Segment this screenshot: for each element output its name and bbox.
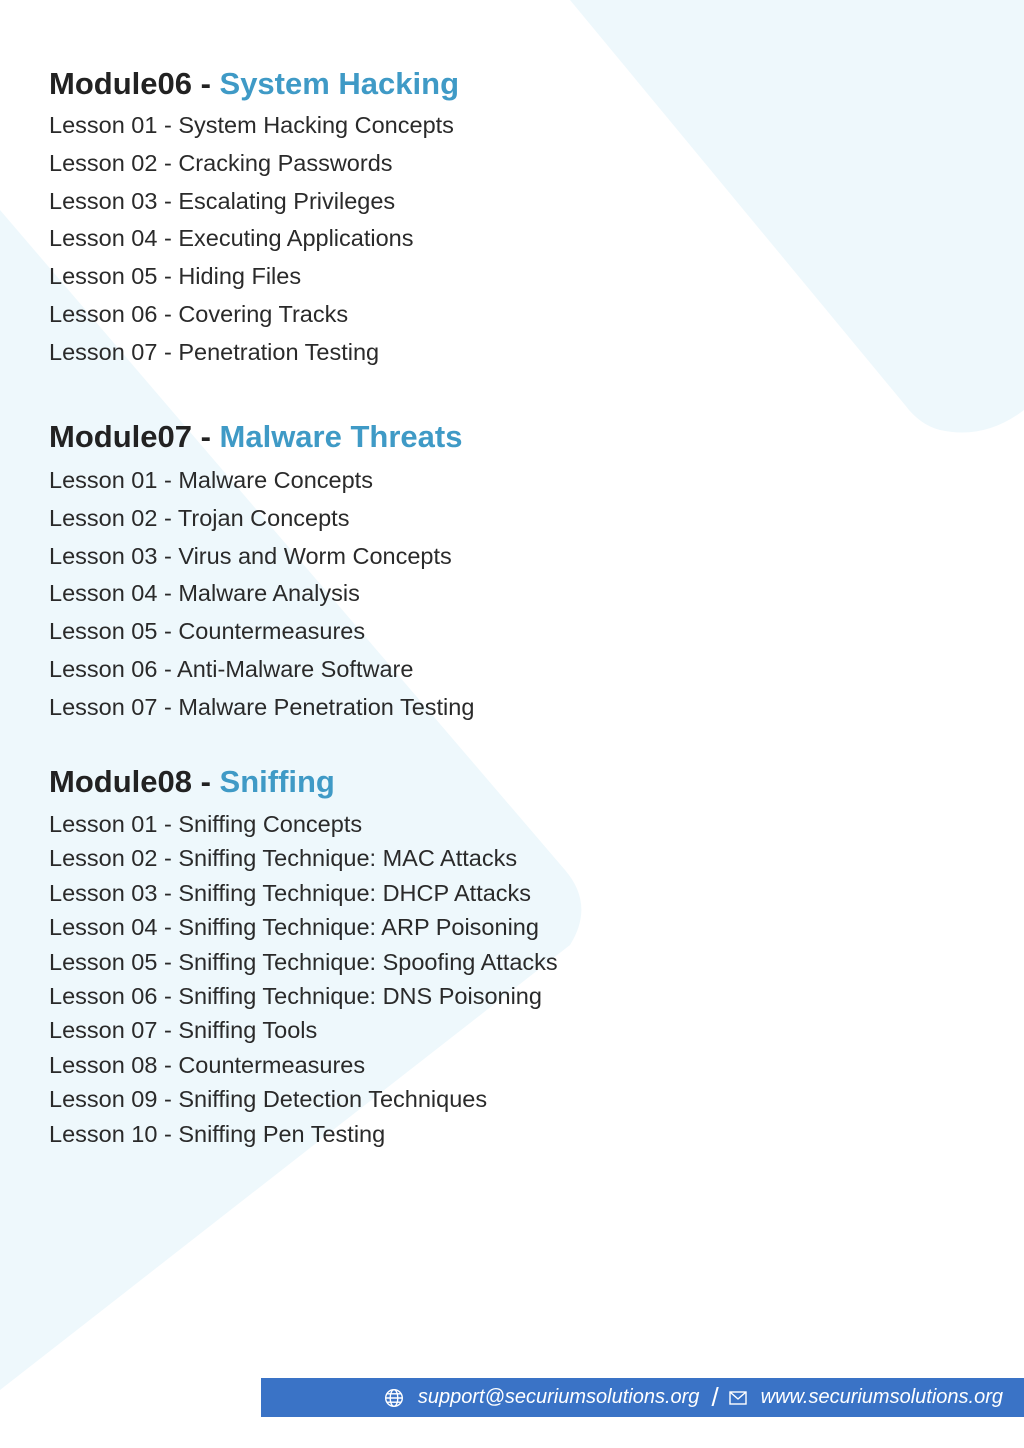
- lesson-item: Lesson 02 - Sniffing Technique: MAC Attacks: [49, 845, 518, 872]
- module-title: [49, 764, 558, 800]
- lesson-item: Lesson 05 - Hiding Files: [49, 263, 302, 290]
- globe-icon: [384, 1388, 404, 1408]
- support-email-link[interactable]: support@securiumsolutions.org: [417, 1386, 700, 1408]
- lesson-item: Lesson 09 - Sniffing Detection Techniques: [49, 1086, 488, 1113]
- background-shape-top-right: [570, 0, 1024, 433]
- module-number: Module06 -: [49, 66, 220, 101]
- lesson-item: Lesson 01 - Malware Concepts: [49, 467, 373, 493]
- lesson-item: Lesson 10 - Sniffing Pen Testing: [49, 1120, 386, 1147]
- lesson-list: [49, 107, 459, 372]
- lesson-item: Lesson 05 - Countermeasures: [49, 618, 366, 645]
- lesson-item: Lesson 03 - Escalating Privileges: [49, 187, 396, 214]
- lesson-item: Lesson 02 - Cracking Passwords: [49, 149, 393, 176]
- lesson-item: Lesson 08 - Countermeasures: [49, 1051, 366, 1078]
- lesson-item: Lesson 04 - Executing Applications: [49, 225, 414, 252]
- envelope-icon: [729, 1391, 747, 1405]
- lesson-item: Lesson 07 - Sniffing Tools: [49, 1017, 318, 1044]
- module-title: [49, 419, 474, 455]
- module-name: System Hacking: [219, 66, 460, 101]
- lesson-item: Lesson 01 - System Hacking Concepts: [49, 112, 454, 138]
- lesson-item: Lesson 01 - Sniffing Concepts: [49, 811, 363, 837]
- lesson-item: Lesson 04 - Sniffing Technique: ARP Poisoning: [49, 914, 539, 941]
- lesson-item: Lesson 06 - Sniffing Technique: DNS Poisoning: [49, 983, 542, 1010]
- lesson-item: Lesson 07 - Malware Penetration Testing: [49, 693, 475, 720]
- website-link[interactable]: www.securiumsolutions.org: [760, 1386, 1003, 1408]
- module-08: [49, 764, 558, 1151]
- lesson-item: Lesson 04 - Malware Analysis: [49, 580, 360, 607]
- module-07: [49, 419, 474, 727]
- module-06: [49, 66, 459, 372]
- lesson-item: Lesson 05 - Sniffing Technique: Spoofing Attacks: [49, 948, 558, 975]
- module-name: Malware Threats: [219, 419, 463, 454]
- lesson-item: Lesson 03 - Sniffing Technique: DHCP Attacks: [49, 879, 532, 906]
- module-number: Module08 -: [49, 764, 220, 799]
- lesson-item: Lesson 03 - Virus and Worm Concepts: [49, 542, 452, 569]
- lesson-item: Lesson 06 - Anti-Malware Software: [49, 655, 414, 682]
- lesson-list: [49, 462, 474, 727]
- lesson-item: Lesson 07 - Penetration Testing: [49, 338, 380, 365]
- lesson-item: Lesson 02 - Trojan Concepts: [49, 504, 350, 531]
- module-name: Sniffing: [219, 764, 335, 799]
- contact-footer: [261, 1378, 1024, 1417]
- module-number: Module07 -: [49, 419, 220, 454]
- lesson-list: [49, 807, 558, 1151]
- module-title: [49, 66, 459, 102]
- lesson-item: Lesson 06 - Covering Tracks: [49, 300, 349, 327]
- footer-separator: /: [711, 1382, 719, 1412]
